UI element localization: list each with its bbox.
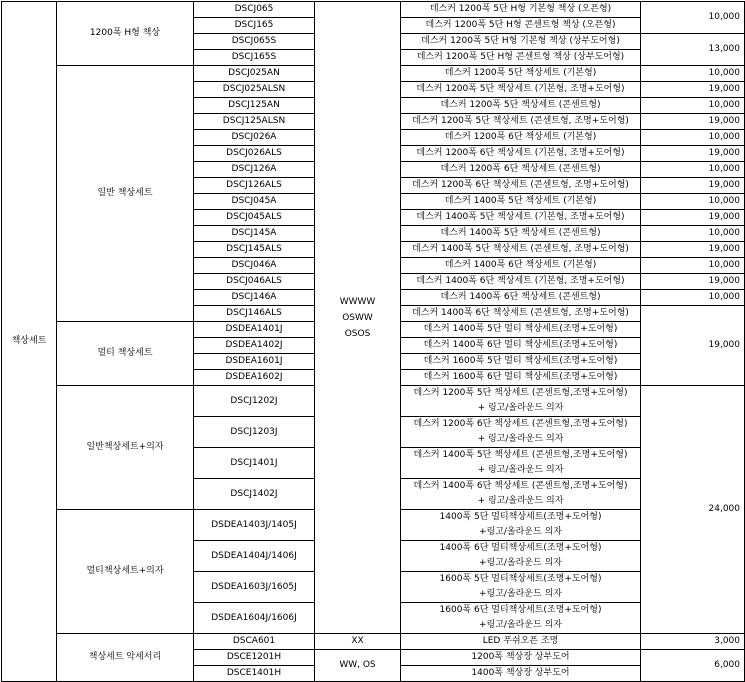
- name-cell: 데스커 1400폭 5단 책상세트 (콘센트형): [401, 226, 641, 242]
- color-line: WWWW: [339, 296, 376, 307]
- code-cell: DSDEA1404J/1406J: [194, 541, 315, 572]
- code-cell: DSDEA1602J: [194, 370, 315, 386]
- code-cell: DSCJ145A: [194, 226, 315, 242]
- name-cell: 데스커 1400폭 5단 멀티 책상세트(조명+도어형): [401, 322, 641, 338]
- code-cell: DSDEA1604J/1606J: [194, 603, 315, 634]
- name-cell: 데스커 1200폭 5단 책상세트 (콘센트형,조명+도어형) + 링고/올라운드 의자: [401, 386, 641, 417]
- name-cell: 데스커 1200폭 5단 H형 기본형 책상 (오픈형): [401, 2, 641, 18]
- name-cell: 데스커 1200폭 5단 책상세트 (기본형, 조명+도어형): [401, 82, 641, 98]
- price-cell: 10,000: [641, 130, 745, 146]
- code-cell: DSCJ126A: [194, 162, 315, 178]
- group-cell: 멀티 책상세트: [57, 322, 194, 386]
- code-cell: DSCJ1402J: [194, 479, 315, 510]
- price-cell: 19,000: [641, 114, 745, 130]
- price-cell: 10,000: [641, 98, 745, 114]
- name-cell: 데스커 1400폭 6단 책상세트 (기본형): [401, 258, 641, 274]
- price-cell: 19,000: [641, 82, 745, 98]
- name-cell: 데스커 1200폭 5단 책상세트 (콘센트형): [401, 98, 641, 114]
- group-cell: 일반 책상세트: [57, 66, 194, 322]
- name-cell: 데스커 1200폭 5단 책상세트 (기본형): [401, 66, 641, 82]
- name-cell: 데스커 1200폭 6단 책상세트 (기본형, 조명+도어형): [401, 146, 641, 162]
- price-cell: 19,000: [641, 242, 745, 258]
- price-cell: 6,000: [641, 650, 745, 682]
- name-cell: 데스커 1600폭 6단 멀티 책상세트(조명+도어형): [401, 370, 641, 386]
- name-cell: 데스커 1200폭 5단 H형 콘센트형 책상 (상부도어형): [401, 50, 641, 66]
- color-line: OSOS: [344, 328, 371, 339]
- code-cell: DSCJ165: [194, 18, 315, 34]
- code-cell: DSCE1401H: [194, 666, 315, 682]
- code-cell: DSCA601: [194, 634, 315, 650]
- name-cell: 데스커 1200폭 6단 책상세트 (콘센트형,조명+도어형) + 링고/올라운드 의자: [401, 417, 641, 448]
- code-cell: DSCJ146ALS: [194, 306, 315, 322]
- code-cell: DSCJ026ALS: [194, 146, 315, 162]
- name-cell: 데스커 1400폭 5단 책상세트 (기본형): [401, 194, 641, 210]
- code-cell: DSDEA1603J/1605J: [194, 572, 315, 603]
- price-cell: 19,000: [641, 146, 745, 162]
- name-cell: 데스커 1400폭 5단 책상세트 (콘센트형, 조명+도어형): [401, 242, 641, 258]
- code-cell: DSDEA1601J: [194, 354, 315, 370]
- code-cell: DSCJ065S: [194, 34, 315, 50]
- color-cell: [315, 2, 401, 634]
- code-cell: DSCJ065: [194, 2, 315, 18]
- price-cell: 10,000: [641, 226, 745, 242]
- name-cell: 데스커 1400폭 6단 책상세트 (기본형, 조명+도어형): [401, 274, 641, 290]
- price-cell: 10,000: [641, 194, 745, 210]
- price-cell: 13,000: [641, 34, 745, 66]
- name-cell: 1400폭 5단 멀티책상세트(조명+도어형) +링고/올라운드 의자: [401, 510, 641, 541]
- name-cell: 데스커 1400폭 6단 책상세트 (콘센트형): [401, 290, 641, 306]
- code-cell: DSCJ126ALS: [194, 178, 315, 194]
- name-cell: 데스커 1400폭 5단 책상세트 (콘센트형,조명+도어형) + 링고/올라운드 의자: [401, 448, 641, 479]
- name-cell: 데스커 1400폭 5단 책상세트 (기본형, 조명+도어형): [401, 210, 641, 226]
- code-cell: DSDEA1401J: [194, 322, 315, 338]
- price-cell: 19,000: [641, 274, 745, 290]
- code-cell: DSCJ125AN: [194, 98, 315, 114]
- code-cell: DSCE1201H: [194, 650, 315, 666]
- price-cell: 24,000: [641, 386, 745, 634]
- price-cell: 10,000: [641, 258, 745, 274]
- table-row: [2, 2, 745, 18]
- code-cell: DSCJ046A: [194, 258, 315, 274]
- name-cell: 데스커 1200폭 5단 H형 콘센트형 책상 (오픈형): [401, 18, 641, 34]
- table-row: [2, 634, 745, 650]
- group-cell: 일반책상세트+의자: [57, 386, 194, 510]
- name-cell: 데스커 1600폭 5단 멀티 책상세트(조명+도어형): [401, 354, 641, 370]
- group-cell: 멀티책상세트+의자: [57, 510, 194, 634]
- code-cell: DSCJ026A: [194, 130, 315, 146]
- color-line: OSWW: [342, 312, 373, 323]
- code-cell: DSCJ045A: [194, 194, 315, 210]
- name-cell: 데스커 1400폭 6단 책상세트 (콘센트형, 조명+도어형): [401, 306, 641, 322]
- price-cell: 19,000: [641, 306, 745, 386]
- name-cell: 1600폭 6단 멀티책상세트(조명+도어형) +링고/올라운드 의자: [401, 603, 641, 634]
- name-cell: 1400폭 책상장 상부도어: [401, 666, 641, 682]
- name-cell: 데스커 1200폭 6단 책상세트 (기본형): [401, 130, 641, 146]
- name-cell: 데스커 1200폭 6단 책상세트 (콘센트형, 조명+도어형): [401, 178, 641, 194]
- code-cell: DSCJ146A: [194, 290, 315, 306]
- code-cell: DSCJ1401J: [194, 448, 315, 479]
- name-cell: 데스커 1400폭 6단 책상세트 (콘센트형,조명+도어형) + 링고/올라운드 의자: [401, 479, 641, 510]
- code-cell: DSCJ045ALS: [194, 210, 315, 226]
- price-cell: 10,000: [641, 66, 745, 82]
- name-cell: 데스커 1200폭 5단 책상세트 (콘센트형, 조명+도어형): [401, 114, 641, 130]
- name-cell: 데스커 1400폭 6단 멀티 책상세트(조명+도어형): [401, 338, 641, 354]
- price-cell: 19,000: [641, 210, 745, 226]
- price-cell: 10,000: [641, 2, 745, 34]
- price-cell: 10,000: [641, 290, 745, 306]
- group-cell: 책상세트 악세서리: [57, 634, 194, 682]
- code-cell: DSCJ025ALSN: [194, 82, 315, 98]
- color-cell: WW, OS: [315, 650, 401, 682]
- code-cell: DSCJ1202J: [194, 386, 315, 417]
- price-cell: 10,000: [641, 162, 745, 178]
- name-cell: 1600폭 5단 멀티책상세트(조명+도어형) +링고/올라운드 의자: [401, 572, 641, 603]
- code-cell: DSCJ025AN: [194, 66, 315, 82]
- price-cell: 19,000: [641, 178, 745, 194]
- code-cell: DSCJ1203J: [194, 417, 315, 448]
- code-cell: DSCJ145ALS: [194, 242, 315, 258]
- category-cell: 책상세트: [2, 2, 57, 682]
- price-table: [1, 1, 745, 682]
- code-cell: DSCJ046ALS: [194, 274, 315, 290]
- name-cell: 1400폭 6단 멀티책상세트(조명+도어형) +링고/올라운드 의자: [401, 541, 641, 572]
- code-cell: DSDEA1402J: [194, 338, 315, 354]
- name-cell: LED 푸쉬오픈 조명: [401, 634, 641, 650]
- color-cell: XX: [315, 634, 401, 650]
- price-cell: 3,000: [641, 634, 745, 650]
- name-cell: 데스커 1200폭 6단 책상세트 (콘센트형): [401, 162, 641, 178]
- name-cell: 데스커 1200폭 5단 H형 기본형 책상 (상부도어형): [401, 34, 641, 50]
- group-cell: 1200폭 H형 책상: [57, 2, 194, 66]
- code-cell: DSCJ165S: [194, 50, 315, 66]
- code-cell: DSDEA1403J/1405J: [194, 510, 315, 541]
- code-cell: DSCJ125ALSN: [194, 114, 315, 130]
- name-cell: 1200폭 책상장 상부도어: [401, 650, 641, 666]
